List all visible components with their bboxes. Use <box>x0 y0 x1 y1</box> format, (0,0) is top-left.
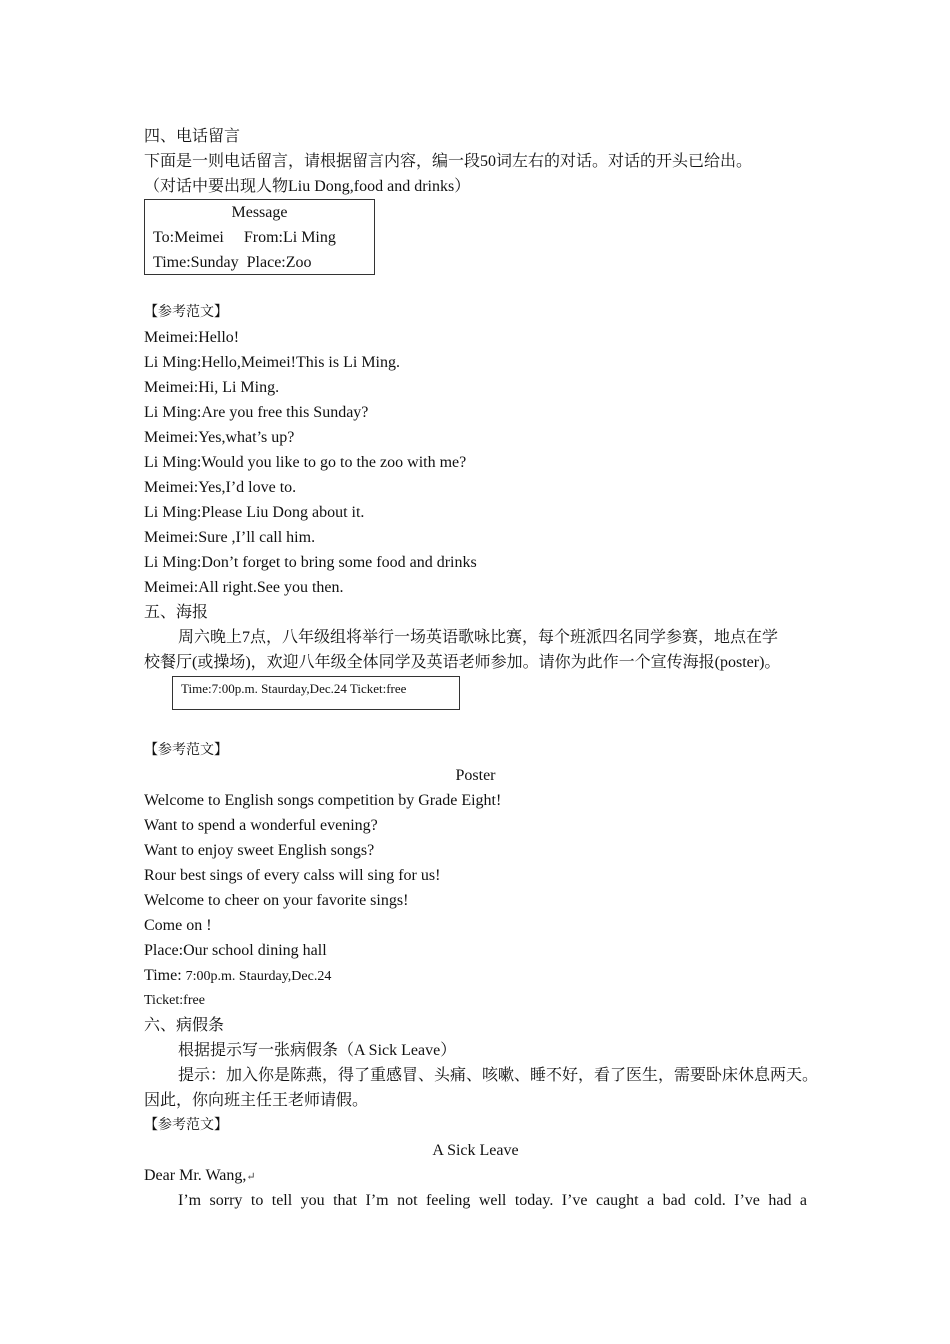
poster-line: Rour best sings of every calss will sing for us! <box>144 867 441 884</box>
dialogue-line: Meimei:Hello! <box>144 329 240 346</box>
poster-ticket: Ticket:free <box>144 993 205 1008</box>
section4-instruction-note: （对话中要出现人物Liu Dong,food and drinks） <box>144 178 471 195</box>
reference-label: 【参考范文】 <box>144 305 228 320</box>
poster-info-box: Time:7:00p.m. Staurday,Dec.24 Ticket:free <box>172 676 460 710</box>
dialogue <box>144 325 807 600</box>
poster-time-value: 7:00p.m. Staurday,Dec.24 <box>185 969 332 984</box>
poster-line: Come on ! <box>144 917 212 934</box>
section4-instruction: 下面是一则电话留言，请根据留言内容，编一段50词左右的对话。对话的开头已给出。 <box>144 153 753 170</box>
message-box-row: Time:Sunday Place:Zoo <box>153 254 312 271</box>
poster-line: Want to enjoy sweet English songs? <box>144 842 375 859</box>
dialogue-line: Li Ming:Are you free this Sunday? <box>144 404 369 421</box>
section6-heading: 六、病假条 <box>144 1017 225 1034</box>
document-page <box>144 124 819 1213</box>
letter-title: A Sick Leave <box>432 1142 519 1159</box>
dialogue-line: Li Ming:Would you like to go to the zoo with me? <box>144 454 467 471</box>
poster-title: Poster <box>455 767 496 784</box>
message-box-title: Message <box>231 204 288 221</box>
dialogue-line: Meimei:All right.See you then. <box>144 579 344 596</box>
dialogue-line: Meimei:Hi, Li Ming. <box>144 379 280 396</box>
letter-greeting-text: Dear Mr. Wang, <box>144 1167 247 1184</box>
section5-heading: 五、海报 <box>144 604 209 621</box>
section6-hint: 提示：加入你是陈燕，得了重感冒、头痛、咳嗽、睡不好，看了医生，需要卧床休息两天。 <box>178 1067 819 1084</box>
dialogue-line: Li Ming:Hello,Meimei!This is Li Ming. <box>144 354 400 371</box>
message-box-row: To:Meimei From:Li Ming <box>153 229 336 246</box>
section4-heading: 四、电话留言 <box>144 128 241 145</box>
section5-paragraph: 校餐厅(或操场)，欢迎八年级全体同学及英语老师参加。请你为此作一个宣传海报(poster)。 <box>144 654 781 671</box>
letter-body: I’m sorry to tell you that I’m not feeling well today. I’ve caught a bad cold. I’ve had a <box>178 1192 807 1209</box>
dialogue-line: Meimei:Sure ,I’ll call him. <box>144 529 316 546</box>
poster-line: Want to spend a wonderful evening? <box>144 817 378 834</box>
poster-line: Welcome to English songs competition by Grade Eight! <box>144 792 502 809</box>
message-box <box>144 199 375 275</box>
dialogue-line: Meimei:Yes,what’s up? <box>144 429 295 446</box>
dialogue-line: Li Ming:Don’t forget to bring some food and drinks <box>144 554 477 571</box>
poster-body <box>144 788 807 1013</box>
reference-label: 【参考范文】 <box>144 743 228 758</box>
paragraph-mark-icon: ↵ <box>246 1171 256 1183</box>
dialogue-line: Meimei:Yes,I’d love to. <box>144 479 297 496</box>
poster-line: Welcome to cheer on your favorite sings! <box>144 892 409 909</box>
dialogue-line: Li Ming:Please Liu Dong about it. <box>144 504 365 521</box>
section6-task: 根据提示写一张病假条（A Sick Leave） <box>178 1042 457 1059</box>
letter-greeting <box>144 1163 807 1188</box>
reference-label: 【参考范文】 <box>144 1118 228 1133</box>
section5-paragraph: 周六晚上7点，八年级组将举行一场英语歌咏比赛，每个班派四名同学参赛，地点在学 <box>178 629 779 646</box>
section6-hint: 因此，你向班主任王老师请假。 <box>144 1092 369 1109</box>
poster-time-label: Time: <box>144 967 186 984</box>
poster-time <box>144 963 807 988</box>
poster-line: Place:Our school dining hall <box>144 942 327 959</box>
